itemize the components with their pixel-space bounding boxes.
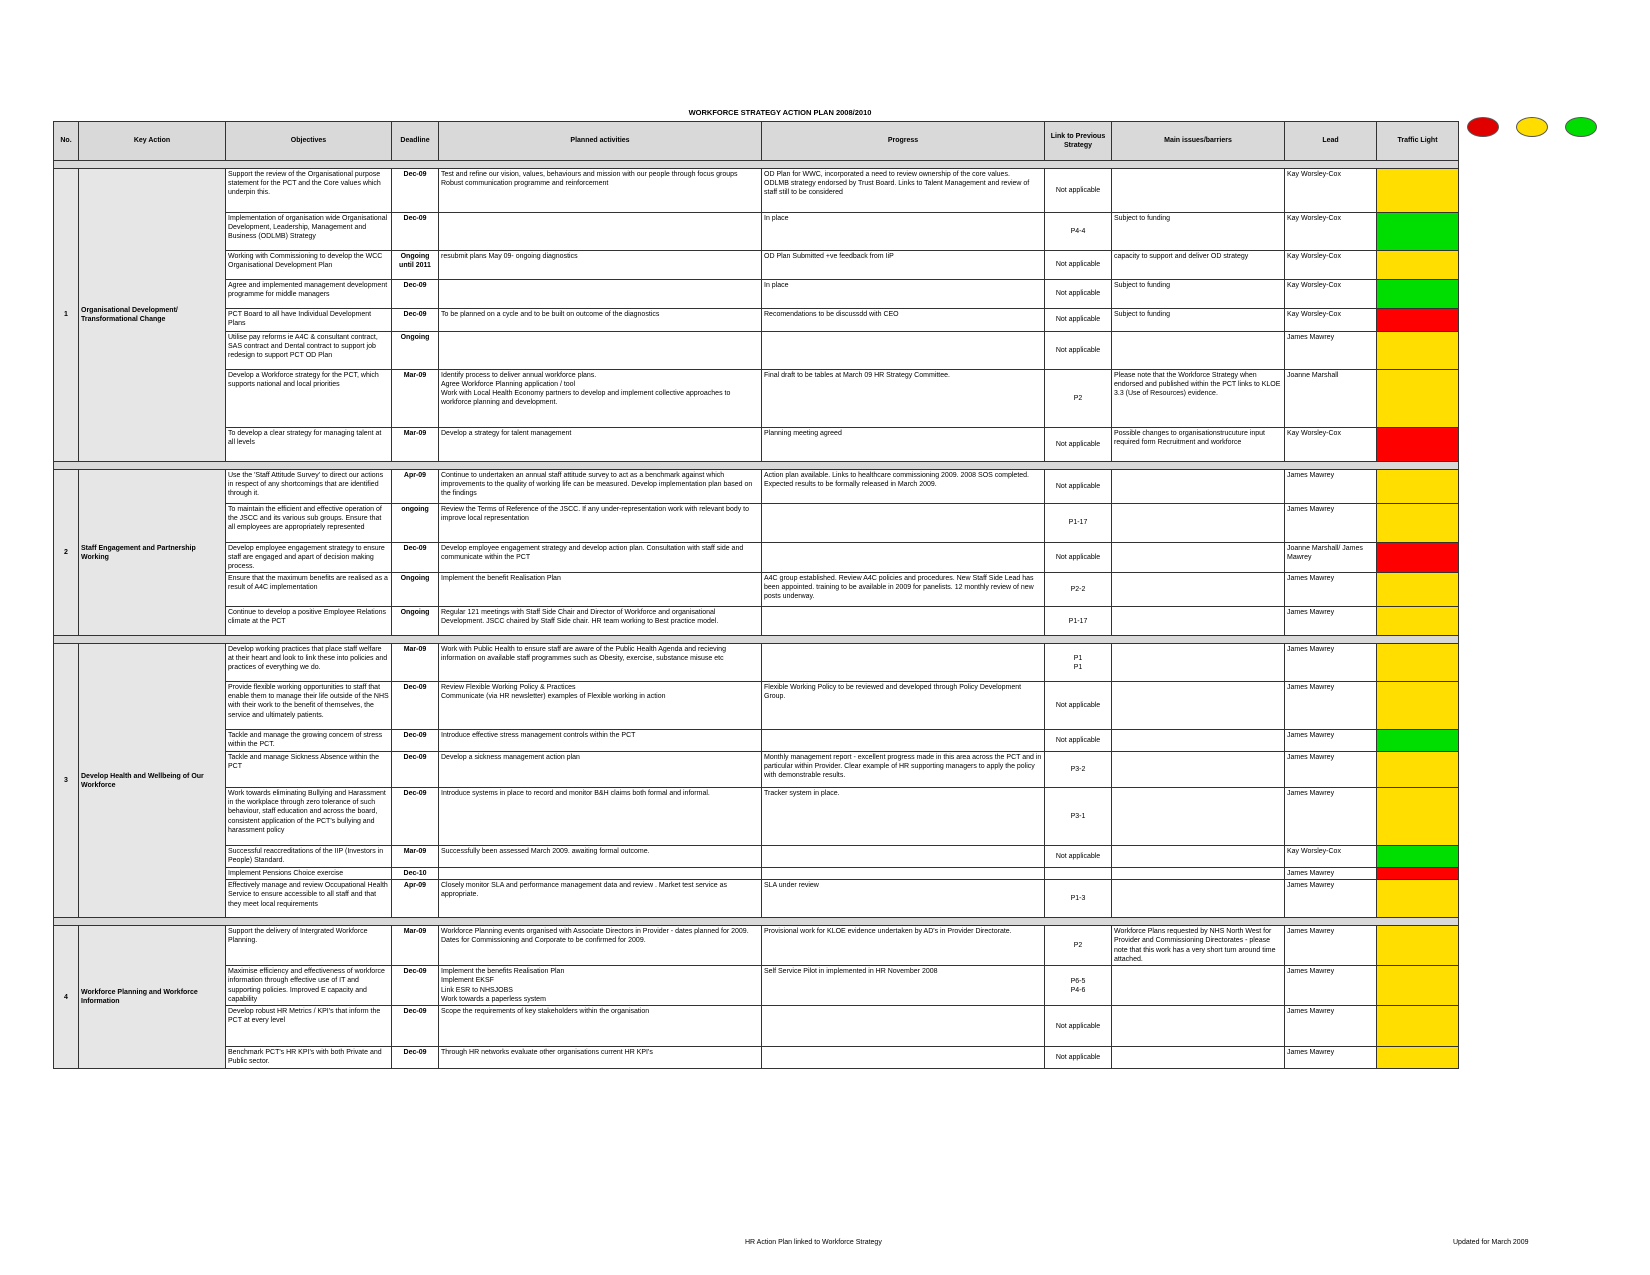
- objective-cell: Develop a Workforce strategy for the PCT, which supports national and local priorities: [226, 370, 392, 428]
- planned-activities-cell: Workforce Planning events organised with Associate Directors in Provider - dates planned for 2009. Dates for Commissioning and Corporate to be confirmed for 2009.: [439, 926, 762, 966]
- page-title: WORKFORCE STRATEGY ACTION PLAN 2008/2010: [688, 108, 872, 117]
- traffic-light-cell: [1377, 966, 1459, 1006]
- header-row: [54, 122, 1459, 161]
- link-cell: P3-2: [1045, 752, 1112, 788]
- table-row: [54, 543, 1459, 573]
- section-number: 4: [54, 926, 79, 1069]
- planned-activities-cell: Regular 121 meetings with Staff Side Chair and Director of Workforce and organisational Development. JSCC chaired by Staff Side chair. HR team working to Best practice model.: [439, 607, 762, 636]
- issues-cell: Workforce Plans requested by NHS North West for Provider and Commissioning Directorates - please note that this work has a very short turn around time attached.: [1112, 926, 1285, 966]
- key-action: Workforce Planning and Workforce Information: [79, 926, 226, 1069]
- issues-cell: Please note that the Workforce Strategy when endorsed and published within the PCT links to KLOE 3.3 (Use of Resources) evidence.: [1112, 370, 1285, 428]
- deadline-cell: Dec-09: [392, 752, 439, 788]
- issues-cell: [1112, 966, 1285, 1006]
- planned-activities-cell: Develop a sickness management action plan: [439, 752, 762, 788]
- planned-activities-cell: To be planned on a cycle and to be built on outcome of the diagnostics: [439, 309, 762, 332]
- issues-cell: [1112, 730, 1285, 752]
- progress-cell: [762, 846, 1045, 868]
- col-link-previous-strategy: Link to Previous Strategy: [1045, 122, 1112, 161]
- issues-cell: [1112, 470, 1285, 504]
- progress-cell: [762, 607, 1045, 636]
- planned-activities-cell: Implement the benefits Realisation Plan Implement EKSF Link ESR to NHSJOBS Work towards a paperless system: [439, 966, 762, 1006]
- objective-cell: Tackle and manage Sickness Absence within the PCT: [226, 752, 392, 788]
- deadline-cell: Dec-09: [392, 1047, 439, 1069]
- objective-cell: To develop a clear strategy for managing talent at all levels: [226, 428, 392, 462]
- objective-cell: Utilise pay reforms ie A4C & consultant contract, SAS contract and Dental contract to support job redesign to support PCT OD Plan: [226, 332, 392, 370]
- table-row: [54, 470, 1459, 504]
- objective-cell: Provide flexible working opportunities to staff that enable them to manage their life outside of the NHS with their work to the benefit of themselves, the service and ultimately patients.: [226, 682, 392, 730]
- link-cell: P2: [1045, 926, 1112, 966]
- section-separator-cell: [54, 161, 1459, 169]
- objective-cell: Support the review of the Organisational purpose statement for the PCT and the Core values which underpin this.: [226, 169, 392, 213]
- lead-cell: James Mawrey: [1285, 752, 1377, 788]
- issues-cell: [1112, 868, 1285, 880]
- lead-cell: James Mawrey: [1285, 470, 1377, 504]
- table-row: [54, 644, 1459, 682]
- planned-activities-cell: Through HR networks evaluate other organisations current HR KPI's: [439, 1047, 762, 1069]
- link-cell: Not applicable: [1045, 280, 1112, 309]
- table-row: [54, 846, 1459, 868]
- progress-cell: [762, 1006, 1045, 1047]
- table-row: [54, 1006, 1459, 1047]
- section-separator: [54, 918, 1459, 926]
- traffic-light-cell: [1377, 543, 1459, 573]
- col-traffic-light: Traffic Light: [1377, 122, 1459, 161]
- table-row: [54, 926, 1459, 966]
- deadline-cell: Dec-09: [392, 309, 439, 332]
- link-cell: Not applicable: [1045, 543, 1112, 573]
- lead-cell: Kay Worsley-Cox: [1285, 846, 1377, 868]
- traffic-light-cell: [1377, 682, 1459, 730]
- deadline-cell: Dec-09: [392, 788, 439, 846]
- table-row: [54, 169, 1459, 213]
- objective-cell: Continue to develop a positive Employee Relations climate at the PCT: [226, 607, 392, 636]
- progress-cell: [762, 504, 1045, 543]
- progress-cell: SLA under review: [762, 880, 1045, 918]
- progress-cell: Tracker system in place.: [762, 788, 1045, 846]
- progress-cell: [762, 1047, 1045, 1069]
- issues-cell: [1112, 169, 1285, 213]
- objective-cell: Tackle and manage the growing concern of stress within the PCT.: [226, 730, 392, 752]
- deadline-cell: Ongoing: [392, 607, 439, 636]
- objective-cell: Benchmark PCT's HR KPI's with both Private and Public sector.: [226, 1047, 392, 1069]
- table-row: [54, 280, 1459, 309]
- table-row: [54, 251, 1459, 280]
- deadline-cell: Mar-09: [392, 644, 439, 682]
- deadline-cell: Apr-09: [392, 880, 439, 918]
- col-progress: Progress: [762, 122, 1045, 161]
- deadline-cell: Dec-09: [392, 682, 439, 730]
- issues-cell: [1112, 504, 1285, 543]
- traffic-light-cell: [1377, 788, 1459, 846]
- lead-cell: Kay Worsley-Cox: [1285, 428, 1377, 462]
- traffic-light-cell: [1377, 846, 1459, 868]
- traffic-light-cell: [1377, 1006, 1459, 1047]
- planned-activities-cell: Develop a strategy for talent management: [439, 428, 762, 462]
- deadline-cell: Dec-10: [392, 868, 439, 880]
- lead-cell: Joanne Marshall: [1285, 370, 1377, 428]
- issues-cell: [1112, 880, 1285, 918]
- table-row: [54, 428, 1459, 462]
- link-cell: Not applicable: [1045, 332, 1112, 370]
- link-cell: P3-1: [1045, 788, 1112, 846]
- traffic-light-cell: [1377, 752, 1459, 788]
- footer-right: Updated for March 2009: [1453, 1239, 1529, 1246]
- lead-cell: James Mawrey: [1285, 880, 1377, 918]
- issues-cell: [1112, 1006, 1285, 1047]
- planned-activities-cell: Review the Terms of Reference of the JSCC. If any under-representation work with relevant body to improve local representation: [439, 504, 762, 543]
- link-cell: Not applicable: [1045, 251, 1112, 280]
- lead-cell: James Mawrey: [1285, 788, 1377, 846]
- lead-cell: James Mawrey: [1285, 868, 1377, 880]
- table-row: [54, 370, 1459, 428]
- link-cell: P1-17: [1045, 504, 1112, 543]
- traffic-light-cell: [1377, 169, 1459, 213]
- link-cell: Not applicable: [1045, 1047, 1112, 1069]
- progress-cell: [762, 730, 1045, 752]
- traffic-light-cell: [1377, 470, 1459, 504]
- planned-activities-cell: Introduce systems in place to record and monitor B&H claims both formal and informal.: [439, 788, 762, 846]
- deadline-cell: Mar-09: [392, 428, 439, 462]
- action-plan-table: [53, 121, 1459, 1069]
- objective-cell: Support the delivery of Intergrated Workforce Planning.: [226, 926, 392, 966]
- deadline-cell: Dec-09: [392, 1006, 439, 1047]
- planned-activities-cell: Continue to undertaken an annual staff attitude survey to act as a benchmark against which improvements to the quality of working life can be measured. Develop implementation plan based on the findings: [439, 470, 762, 504]
- deadline-cell: Mar-09: [392, 926, 439, 966]
- issues-cell: [1112, 607, 1285, 636]
- progress-cell: OD Plan Submitted +ve feedback from IiP: [762, 251, 1045, 280]
- link-cell: P2-2: [1045, 573, 1112, 607]
- progress-cell: In place: [762, 280, 1045, 309]
- issues-cell: [1112, 682, 1285, 730]
- col-deadline: Deadline: [392, 122, 439, 161]
- issues-cell: [1112, 846, 1285, 868]
- traffic-light-cell: [1377, 1047, 1459, 1069]
- deadline-cell: Ongoing: [392, 573, 439, 607]
- traffic-light-cell: [1377, 251, 1459, 280]
- lead-cell: James Mawrey: [1285, 607, 1377, 636]
- legend-amber-light-icon: [1516, 117, 1548, 137]
- deadline-cell: Dec-09: [392, 966, 439, 1006]
- issues-cell: [1112, 543, 1285, 573]
- issues-cell: Subject to funding: [1112, 213, 1285, 251]
- objective-cell: To maintain the efficient and effective operation of the JSCC and its various sub groups. Ensure that all employees are appropriately represented: [226, 504, 392, 543]
- deadline-cell: Apr-09: [392, 470, 439, 504]
- col-no: No.: [54, 122, 79, 161]
- link-cell: Not applicable: [1045, 682, 1112, 730]
- lead-cell: James Mawrey: [1285, 644, 1377, 682]
- link-cell: P1-3: [1045, 880, 1112, 918]
- deadline-cell: ongoing: [392, 504, 439, 543]
- progress-cell: Provisional work for KLOE evidence undertaken by AD's in Provider Directorate.: [762, 926, 1045, 966]
- lead-cell: James Mawrey: [1285, 332, 1377, 370]
- deadline-cell: Dec-09: [392, 280, 439, 309]
- link-cell: Not applicable: [1045, 169, 1112, 213]
- objective-cell: Develop employee engagement strategy to ensure staff are engaged and apart of decision making process.: [226, 543, 392, 573]
- issues-cell: Subject to funding: [1112, 280, 1285, 309]
- objective-cell: Implement Pensions Choice exercise: [226, 868, 392, 880]
- traffic-light-cell: [1377, 880, 1459, 918]
- link-cell: P2: [1045, 370, 1112, 428]
- table-row: [54, 880, 1459, 918]
- legend-red-light-icon: [1467, 117, 1499, 137]
- traffic-light-cell: [1377, 280, 1459, 309]
- lead-cell: Kay Worsley-Cox: [1285, 169, 1377, 213]
- lead-cell: James Mawrey: [1285, 1006, 1377, 1047]
- objective-cell: Agree and implemented management development programme for middle managers: [226, 280, 392, 309]
- issues-cell: [1112, 1047, 1285, 1069]
- traffic-light-cell: [1377, 309, 1459, 332]
- lead-cell: James Mawrey: [1285, 504, 1377, 543]
- section-separator: [54, 462, 1459, 470]
- key-action: Develop Health and Wellbeing of Our Workforce: [79, 644, 226, 918]
- progress-cell: OD Plan for WWC, incorporated a need to review ownership of the core values. ODLMB strategy endorsed by Trust Board. Links to Talent Management and review of staff still to be considered: [762, 169, 1045, 213]
- col-key-action: Key Action: [79, 122, 226, 161]
- table-row: [54, 730, 1459, 752]
- table-row: [54, 573, 1459, 607]
- key-action: Organisational Development/ Transformational Change: [79, 169, 226, 462]
- deadline-cell: Dec-09: [392, 169, 439, 213]
- traffic-light-cell: [1377, 332, 1459, 370]
- objective-cell: Work towards eliminating Bullying and Harassment in the workplace through zero tolerance of such behaviour, staff education and across the board, consistent application of the PCT's bullying and harassment policy: [226, 788, 392, 846]
- table-row: [54, 682, 1459, 730]
- link-cell: [1045, 868, 1112, 880]
- traffic-light-cell: [1377, 213, 1459, 251]
- key-action: Staff Engagement and Partnership Working: [79, 470, 226, 636]
- traffic-light-cell: [1377, 644, 1459, 682]
- col-objectives: Objectives: [226, 122, 392, 161]
- issues-cell: [1112, 332, 1285, 370]
- table-row: [54, 788, 1459, 846]
- link-cell: Not applicable: [1045, 309, 1112, 332]
- progress-cell: Recomendations to be discussdd with CEO: [762, 309, 1045, 332]
- progress-cell: Flexible Working Policy to be reviewed and developed through Policy Development Group.: [762, 682, 1045, 730]
- link-cell: Not applicable: [1045, 846, 1112, 868]
- table-row: [54, 1047, 1459, 1069]
- objective-cell: Implementation of organisation wide Organisational Development, Leadership, Management and Business (ODLMB) Strategy: [226, 213, 392, 251]
- planned-activities-cell: Test and refine our vision, values, behaviours and mission with our people through focus groups Robust communication programme and reinforcement: [439, 169, 762, 213]
- objective-cell: Maximise efficiency and effectiveness of workforce information through effective use of IT and supporting policies. Improved E capacity and capability: [226, 966, 392, 1006]
- traffic-light-cell: [1377, 607, 1459, 636]
- link-cell: P4-4: [1045, 213, 1112, 251]
- planned-activities-cell: Develop employee engagement strategy and develop action plan. Consultation with staff side and communicate within the PCT: [439, 543, 762, 573]
- deadline-cell: Dec-09: [392, 213, 439, 251]
- traffic-light-cell: [1377, 868, 1459, 880]
- link-cell: P6-5 P4-6: [1045, 966, 1112, 1006]
- lead-cell: Kay Worsley-Cox: [1285, 251, 1377, 280]
- deadline-cell: Dec-09: [392, 543, 439, 573]
- lead-cell: James Mawrey: [1285, 730, 1377, 752]
- progress-cell: Action plan available. Links to healthcare commissioning 2009. 2008 SOS completed. Expected results to be formally released in March 2009.: [762, 470, 1045, 504]
- lead-cell: James Mawrey: [1285, 682, 1377, 730]
- table-row: [54, 332, 1459, 370]
- deadline-cell: Dec-09: [392, 730, 439, 752]
- section-number: 2: [54, 470, 79, 636]
- traffic-light-cell: [1377, 926, 1459, 966]
- planned-activities-cell: Successfully been assessed March 2009. awaiting formal outcome.: [439, 846, 762, 868]
- table-row: [54, 309, 1459, 332]
- planned-activities-cell: Work with Public Health to ensure staff are aware of the Public Health Agenda and recieving information on available staff programmes such as Obesity, exercise, substance misuse etc: [439, 644, 762, 682]
- lead-cell: James Mawrey: [1285, 966, 1377, 1006]
- lead-cell: Kay Worsley-Cox: [1285, 280, 1377, 309]
- table-row: [54, 504, 1459, 543]
- legend-green-light-icon: [1565, 117, 1597, 137]
- traffic-light-cell: [1377, 504, 1459, 543]
- traffic-light-cell: [1377, 573, 1459, 607]
- objective-cell: Develop working practices that place staff welfare at their heart and look to link these into policies and practices of everything we do.: [226, 644, 392, 682]
- planned-activities-cell: Review Flexible Working Policy & Practices Communicate (via HR newsletter) examples of Flexible working in action: [439, 682, 762, 730]
- lead-cell: James Mawrey: [1285, 926, 1377, 966]
- progress-cell: [762, 543, 1045, 573]
- lead-cell: Kay Worsley-Cox: [1285, 309, 1377, 332]
- traffic-light-cell: [1377, 428, 1459, 462]
- col-lead: Lead: [1285, 122, 1377, 161]
- issues-cell: capacity to support and deliver OD strategy: [1112, 251, 1285, 280]
- planned-activities-cell: Identify process to deliver annual workforce plans. Agree Workforce Planning application / tool Work with Local Health Economy partners to develop and implement collective approaches to workforce planning and development.: [439, 370, 762, 428]
- col-main-issues: Main issues/barriers: [1112, 122, 1285, 161]
- objective-cell: Develop robust HR Metrics / KPI's that inform the PCT at every level: [226, 1006, 392, 1047]
- traffic-light-cell: [1377, 730, 1459, 752]
- objective-cell: Ensure that the maximum benefits are realised as a result of A4C implementation: [226, 573, 392, 607]
- link-cell: Not applicable: [1045, 1006, 1112, 1047]
- table-row: [54, 868, 1459, 880]
- planned-activities-cell: Scope the requirements of key stakeholders within the organisation: [439, 1006, 762, 1047]
- deadline-cell: Mar-09: [392, 846, 439, 868]
- table-row: [54, 607, 1459, 636]
- section-number: 3: [54, 644, 79, 918]
- progress-cell: [762, 332, 1045, 370]
- objective-cell: Effectively manage and review Occupational Health Service to ensure accessible to all staff and that they meet local requirements: [226, 880, 392, 918]
- table-row: [54, 213, 1459, 251]
- table-row: [54, 966, 1459, 1006]
- lead-cell: Joanne Marshall/ James Mawrey: [1285, 543, 1377, 573]
- section-separator: [54, 636, 1459, 644]
- issues-cell: [1112, 752, 1285, 788]
- table-row: [54, 752, 1459, 788]
- progress-cell: Self Service Pilot in implemented in HR November 2008: [762, 966, 1045, 1006]
- section-separator-cell: [54, 636, 1459, 644]
- objective-cell: Successful reaccreditations of the IIP (Investors in People) Standard.: [226, 846, 392, 868]
- link-cell: Not applicable: [1045, 730, 1112, 752]
- progress-cell: Final draft to be tables at March 09 HR Strategy Committee.: [762, 370, 1045, 428]
- section-separator: [54, 161, 1459, 169]
- lead-cell: Kay Worsley-Cox: [1285, 213, 1377, 251]
- planned-activities-cell: [439, 332, 762, 370]
- link-cell: Not applicable: [1045, 428, 1112, 462]
- deadline-cell: Mar-09: [392, 370, 439, 428]
- progress-cell: Planning meeting agreed: [762, 428, 1045, 462]
- deadline-cell: Ongoing: [392, 332, 439, 370]
- link-cell: P1-17: [1045, 607, 1112, 636]
- link-cell: P1 P1: [1045, 644, 1112, 682]
- planned-activities-cell: Closely monitor SLA and performance management data and review . Market test service as appropriate.: [439, 880, 762, 918]
- lead-cell: James Mawrey: [1285, 1047, 1377, 1069]
- progress-cell: Monthly management report - excellent progress made in this area across the PCT and in particular within Provider. Clear example of HR supporting managers to apply the policy with demonstrable results.: [762, 752, 1045, 788]
- traffic-light-cell: [1377, 370, 1459, 428]
- planned-activities-cell: [439, 868, 762, 880]
- progress-cell: In place: [762, 213, 1045, 251]
- objective-cell: Use the 'Staff Attitude Survey' to direct our actions in respect of any shortcomings that are identified through it.: [226, 470, 392, 504]
- planned-activities-cell: resubmit plans May 09- ongoing diagnostics: [439, 251, 762, 280]
- section-number: 1: [54, 169, 79, 462]
- section-separator-cell: [54, 462, 1459, 470]
- planned-activities-cell: Implement the benefit Realisation Plan: [439, 573, 762, 607]
- objective-cell: PCT Board to all have Individual Development Plans: [226, 309, 392, 332]
- issues-cell: [1112, 788, 1285, 846]
- planned-activities-cell: Introduce effective stress management controls within the PCT: [439, 730, 762, 752]
- objective-cell: Working with Commissioning to develop the WCC Organisational Development Plan: [226, 251, 392, 280]
- progress-cell: A4C group established. Review A4C policies and procedures. New Staff Side Lead has been appointed. training to be available in 2009 for panelists. 12 monthly review of new posts underway.: [762, 573, 1045, 607]
- footer-left: HR Action Plan linked to Workforce Strategy: [745, 1239, 882, 1246]
- issues-cell: Possible changes to organisationstrucuture input required form Recruitment and workforce: [1112, 428, 1285, 462]
- deadline-cell: Ongoing until 2011: [392, 251, 439, 280]
- issues-cell: Subject to funding: [1112, 309, 1285, 332]
- link-cell: Not applicable: [1045, 470, 1112, 504]
- progress-cell: [762, 868, 1045, 880]
- issues-cell: [1112, 573, 1285, 607]
- issues-cell: [1112, 644, 1285, 682]
- planned-activities-cell: [439, 280, 762, 309]
- planned-activities-cell: [439, 213, 762, 251]
- section-separator-cell: [54, 918, 1459, 926]
- progress-cell: [762, 644, 1045, 682]
- col-planned-activities: Planned activities: [439, 122, 762, 161]
- lead-cell: James Mawrey: [1285, 573, 1377, 607]
